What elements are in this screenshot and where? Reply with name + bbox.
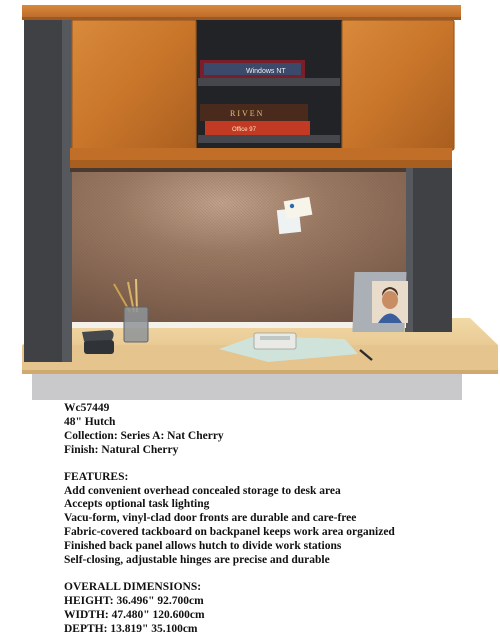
features-heading: FEATURES: [64, 470, 129, 483]
feature-item: Accepts optional task lighting [64, 498, 210, 511]
book-office [205, 121, 310, 135]
right-door [342, 20, 454, 150]
left-door [72, 20, 196, 157]
book-label: RIVEN [230, 109, 265, 118]
book-riven [200, 104, 308, 121]
book-label: Windows NT [246, 68, 286, 75]
picture-frame [352, 272, 408, 332]
product-details [64, 402, 494, 637]
dimension-width: WIDTH: 47.480" 120.600cm [64, 608, 205, 621]
stapler [82, 330, 114, 354]
dimension-height: HEIGHT: 36.496" 92.700cm [64, 594, 204, 607]
feature-item: Finished back panel allows hutch to divide work stations [64, 540, 342, 553]
feature-item: Fabric-covered tackboard on backpanel keeps work area organized [64, 526, 395, 539]
product-sku: Wc57449 [64, 402, 110, 414]
feature-item: Add convenient overhead concealed storage to desk area [64, 484, 341, 497]
feature-item: Self-closing, adjustable hinges are precise and durable [64, 554, 330, 567]
calculator [254, 333, 296, 349]
dimensions-heading: OVERALL DIMENSIONS: [64, 580, 202, 593]
book-label: Office 97 [232, 127, 256, 133]
product-name: 48" Hutch [64, 415, 116, 428]
feature-item: Vacu-form, vinyl-clad door fronts are durable and care-free [64, 512, 357, 525]
product-collection: Collection: Series A: Nat Cherry [64, 429, 224, 442]
dimension-depth: DEPTH: 13.819" 35.100cm [64, 622, 198, 635]
product-finish: Finish: Natural Cherry [64, 443, 179, 456]
book-windows-nt [200, 60, 305, 78]
